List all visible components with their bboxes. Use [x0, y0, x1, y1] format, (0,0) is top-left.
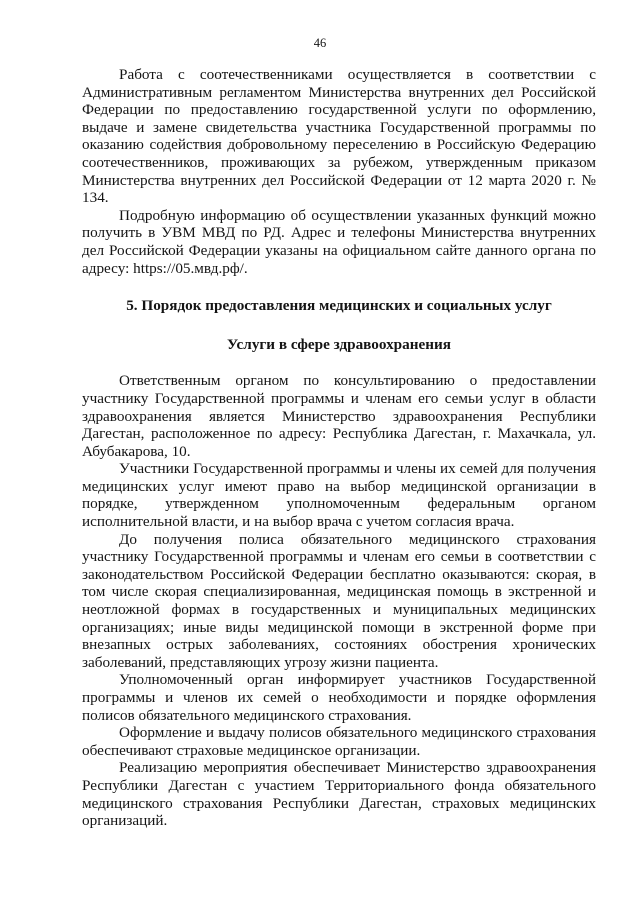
paragraph-implementation: Реализацию мероприятия обеспечивает Министерство здравоохранения Республики Дагестан с участием Территориального фонда обязательного медицинского страхования Республики Дагестан, страховых медицинских организаций.	[82, 759, 596, 830]
subsection-heading: Услуги в сфере здравоохранения	[227, 335, 451, 353]
paragraph-free-medical-care: До получения полиса обязательного медицинского страхования участнику Государственной программы и членам его семьи в соответствии с законодательством Российской Федерации бесплатно оказываются: скорая, в том числе скорая специализированная, медицинская помощь в экстренной и неотложной формах в государственных и муниципальных медицинских организациях; иные виды медицинской помощи в экстренной форме при внезапных острых заболеваниях, состояниях обострения хронических заболеваний, представляющих угрозу жизни пациента.	[82, 530, 596, 671]
page-number: 46	[313, 36, 327, 50]
paragraph-informing: Уполномоченный орган информирует участников Государственной программы и членов их семей о необходимости и порядке оформления полисов обязательного медицинского страхования.	[82, 671, 596, 724]
document-body	[82, 66, 596, 830]
paragraph-responsible-body: Ответственным органом по консультированию о предоставлении участнику Государственной программы и членам его семьи услуг в области здравоохранения является Министерство здравоохранения Республики Дагестан, расположенное по адресу: Республика Дагестан, г. Махачкала, ул. Абубакарова, 10.	[82, 372, 596, 460]
paragraph-compatriots-regulation: Работа с соотечественниками осуществляется в соответствии с Административным регламентом Министерства внутренних дел Российской Федерации по предоставлению государственной услуги по оформлению, выдаче и замене свидетельства участника Государственной программы по оказанию содействия добровольному переселению в Российскую Федерацию соотечественников, проживающих за рубежом, утвержденным приказом Министерства внутренних дел Российской Федерации от 12 марта 2020 г. № 134.	[82, 66, 596, 207]
paragraph-info-contacts: Подробную информацию об осуществлении указанных функций можно получить в УВМ МВД по РД. Адрес и телефоны Министерства внутренних дел Российской Федерации указаны на официальном сайте данного органа по адресу: https://05.мвд.рф/.	[82, 206, 596, 277]
paragraph-policy-issuance: Оформление и выдачу полисов обязательного медицинского страхования обеспечивают страховые медицинское организации.	[82, 724, 596, 759]
paragraph-choice-of-organization: Участники Государственной программы и члены их семей для получения медицинских услуг имеют право на выбор медицинской организации в порядке, утвержденном уполномоченным федеральным органом исполнительной власти, и на выбор врача с учетом согласия врача.	[82, 460, 596, 531]
section-heading: 5. Порядок предоставления медицинских и социальных услуг	[126, 297, 552, 315]
